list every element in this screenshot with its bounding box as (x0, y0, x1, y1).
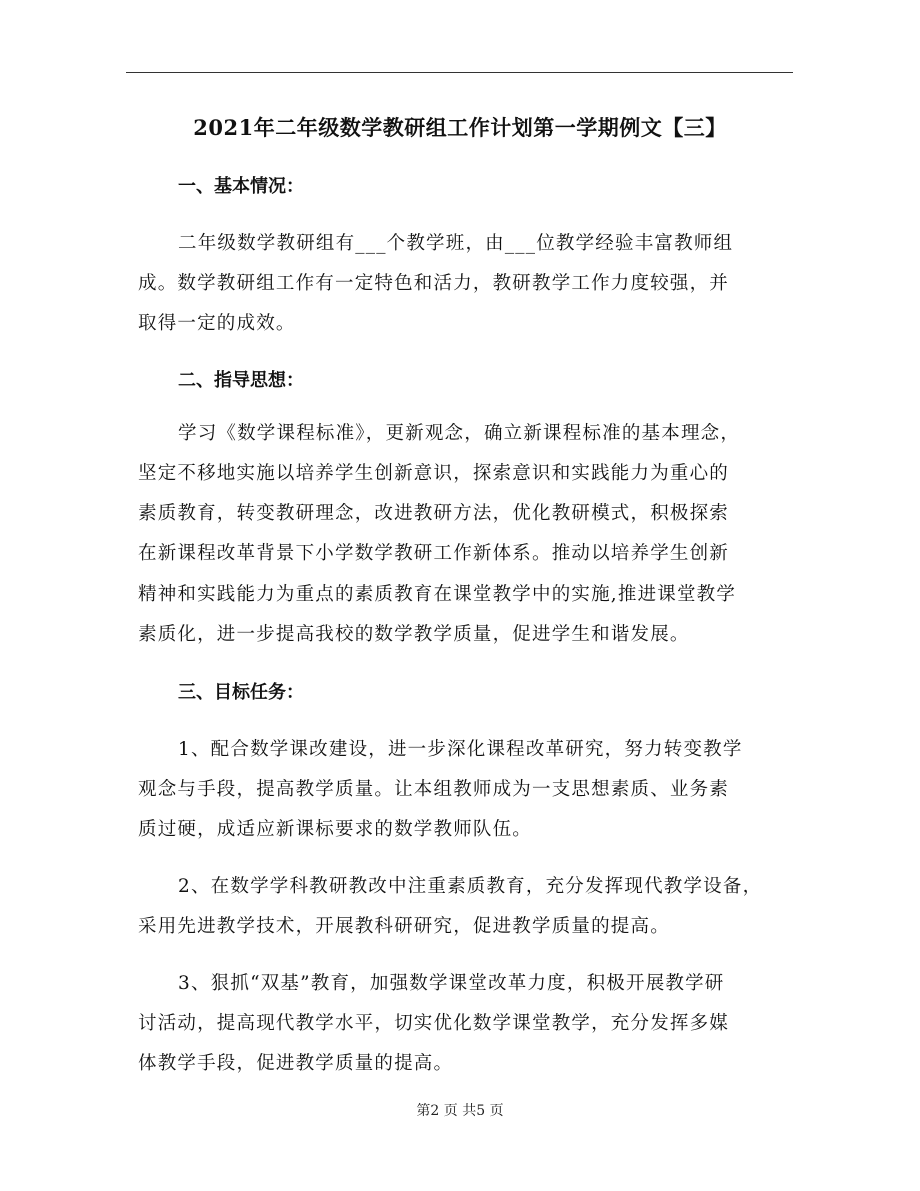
paragraph-line: 素质化，进一步提高我校的数学教学质量，促进学生和谐发展。 (138, 624, 690, 645)
section-heading: 二、指导思想： (178, 370, 304, 391)
paragraph-line: 成。数学教研组工作有一定特色和活力，教研教学工作力度较强，并 (138, 273, 730, 294)
paragraph-line: 质过硬，成适应新课标要求的数学教师队伍。 (138, 819, 533, 840)
header-rule (126, 72, 793, 73)
section-heading: 三、目标任务： (178, 682, 304, 703)
document-title: 2021年二年级数学教研组工作计划第一学期例文【三】 (193, 115, 727, 140)
paragraph-line: 体教学手段，促进教学质量的提高。 (138, 1053, 454, 1074)
paragraph-line: 在新课程改革背景下小学数学教研工作新体系。推动以培养学生创新 (138, 543, 730, 564)
paragraph-line: 讨活动，提高现代教学水平，切实优化数学课堂教学，充分发挥多媒 (138, 1013, 730, 1034)
section-heading: 一、基本情况： (178, 176, 304, 197)
paragraph-line: 1、配合数学课改建设，进一步深化课程改革研究，努力转变教学 (178, 739, 743, 760)
paragraph-line: 2、在数学学科教研教改中注重素质教育，充分发挥现代教学设备， (178, 876, 763, 897)
paragraph-line: 观念与手段，提高教学质量。让本组教师成为一支思想素质、业务素 (138, 779, 730, 800)
paragraph-line: 精神和实践能力为重点的素质教育在课堂教学中的实施,推进课堂教学 (138, 584, 737, 605)
paragraph-line: 坚定不移地实施以培养学生创新意识，探索意识和实践能力为重心的 (138, 463, 730, 484)
paragraph-line: 采用先进教学技术，开展教科研研究，促进教学质量的提高。 (138, 916, 670, 937)
paragraph-line: 素质教育，转变教研理念，改进教研方法，优化教研模式，积极探索 (138, 503, 730, 524)
paragraph-line: 3、狠抓“双基”教育，加强数学课堂改革力度，积极开展教学研 (178, 973, 725, 994)
page-number-footer: 第2 页 共5 页 (416, 1103, 504, 1119)
paragraph-line: 学习《数学课程标准》，更新观念，确立新课程标准的基本理念， (178, 423, 741, 444)
paragraph-line: 二年级数学教研组有___个教学班，由___位教学经验丰富教师组 (178, 233, 734, 254)
paragraph-line: 取得一定的成效。 (138, 313, 296, 334)
